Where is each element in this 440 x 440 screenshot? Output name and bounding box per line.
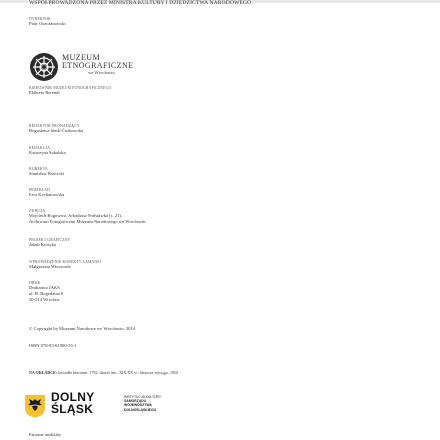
credit-block [29, 124, 83, 134]
credit-block [29, 209, 145, 225]
institution-line: WOJEWÓDZTWA [124, 403, 152, 408]
credit-label: DRUK [29, 281, 41, 285]
credit-block [29, 238, 70, 248]
institution-line: INSTYTUCJA KULTURY [124, 395, 162, 399]
institution-line: SAMORZĄDU [124, 399, 147, 404]
museum-logo-icon [29, 52, 59, 82]
credit-value: Archiwum Fotograficzne Muzeum Narodowego we Wrocławiu [29, 219, 146, 224]
museum-wordmark [62, 54, 133, 75]
credit-label: KOREKTA [29, 167, 48, 171]
region-logotype-line2: ŚLĄSK [51, 401, 94, 416]
credit-value: Jakub Kortyka [29, 242, 56, 247]
credit-value: Bogusława Idzik-Ćwikowska [29, 128, 84, 133]
isbn-line: ISBN 978-83-61900-35-1 [29, 343, 77, 348]
eagle-emblem-icon [24, 394, 46, 418]
director-label: DYREKTOR [29, 17, 51, 21]
credit-label: PROJEKT GRAFICZNY [29, 238, 71, 242]
region-logotype [51, 392, 95, 415]
credit-label: REDAKCJA [29, 146, 51, 150]
institution-note [124, 395, 161, 412]
credit-label: PRZEKŁAD [29, 188, 51, 192]
credit-block [29, 281, 63, 303]
credit-value: Drukarnia JAKS [29, 285, 60, 290]
copyright-line: © Copyright by Muzeum Narodowe we Wrocławiu, 2014 [29, 326, 136, 331]
credit-block [29, 146, 66, 156]
credit-value: ul. B. Bogedaina 8 [29, 291, 64, 296]
credit-value: Małgorzata Wieczorek [29, 264, 71, 269]
media-patronage: Patronat medialny [29, 432, 62, 437]
credit-block [29, 188, 64, 198]
header-line: WSPÓŁPROWADZONA PRZEZ MINISTRA KULTURY I DZIEDZICTWA NARODOWEGO [29, 0, 252, 6]
credit-label: ZDJĘCIA [29, 209, 46, 213]
museum-head-block [29, 86, 111, 96]
credit-label: REDAKTOR PROWADZĄCY [29, 124, 80, 128]
cover-note [29, 370, 178, 375]
director-name: Piotr Oszczanowski [29, 21, 66, 26]
cover-note-text: kowadło bezrożne, 1792; okucie inic. XIX/XX w.; kleszcze wyciągo. 1850 [57, 370, 178, 375]
credit-block [29, 260, 101, 270]
credit-value: Wojciech Rogowicz, Arkadiusz Podstawka (s. 21), [29, 213, 123, 218]
cover-note-lead: NA OKŁADCE: [29, 370, 58, 375]
director-block [29, 17, 66, 27]
credit-block [29, 167, 64, 177]
credit-value: Ewa Kochanowska [29, 192, 65, 197]
credit-label: WPROWADZENIE KOREKTY ŁAMANEJ [29, 260, 102, 264]
museum-city: we Wrocławiu [88, 70, 115, 75]
credit-value: Katarzyna Sokalska [29, 150, 66, 155]
credit-value: 50-514 Wrocław [29, 297, 60, 302]
museum-name-line2: ETNOGRAFICZNE [62, 61, 134, 70]
institution-line: DOLNOŚLĄSKIEGO [124, 407, 157, 412]
region-logotype-line1: DOLNY [51, 390, 95, 404]
museum-head-label: KIEROWNIK MUZEUM ETNOGRAFICZNEGO [29, 86, 112, 90]
museum-name-line1: MUZEUM [62, 53, 100, 62]
credit-value: Stanisław Rościcki [29, 171, 65, 176]
museum-head-name: Elżbieta Berendt [29, 90, 60, 95]
